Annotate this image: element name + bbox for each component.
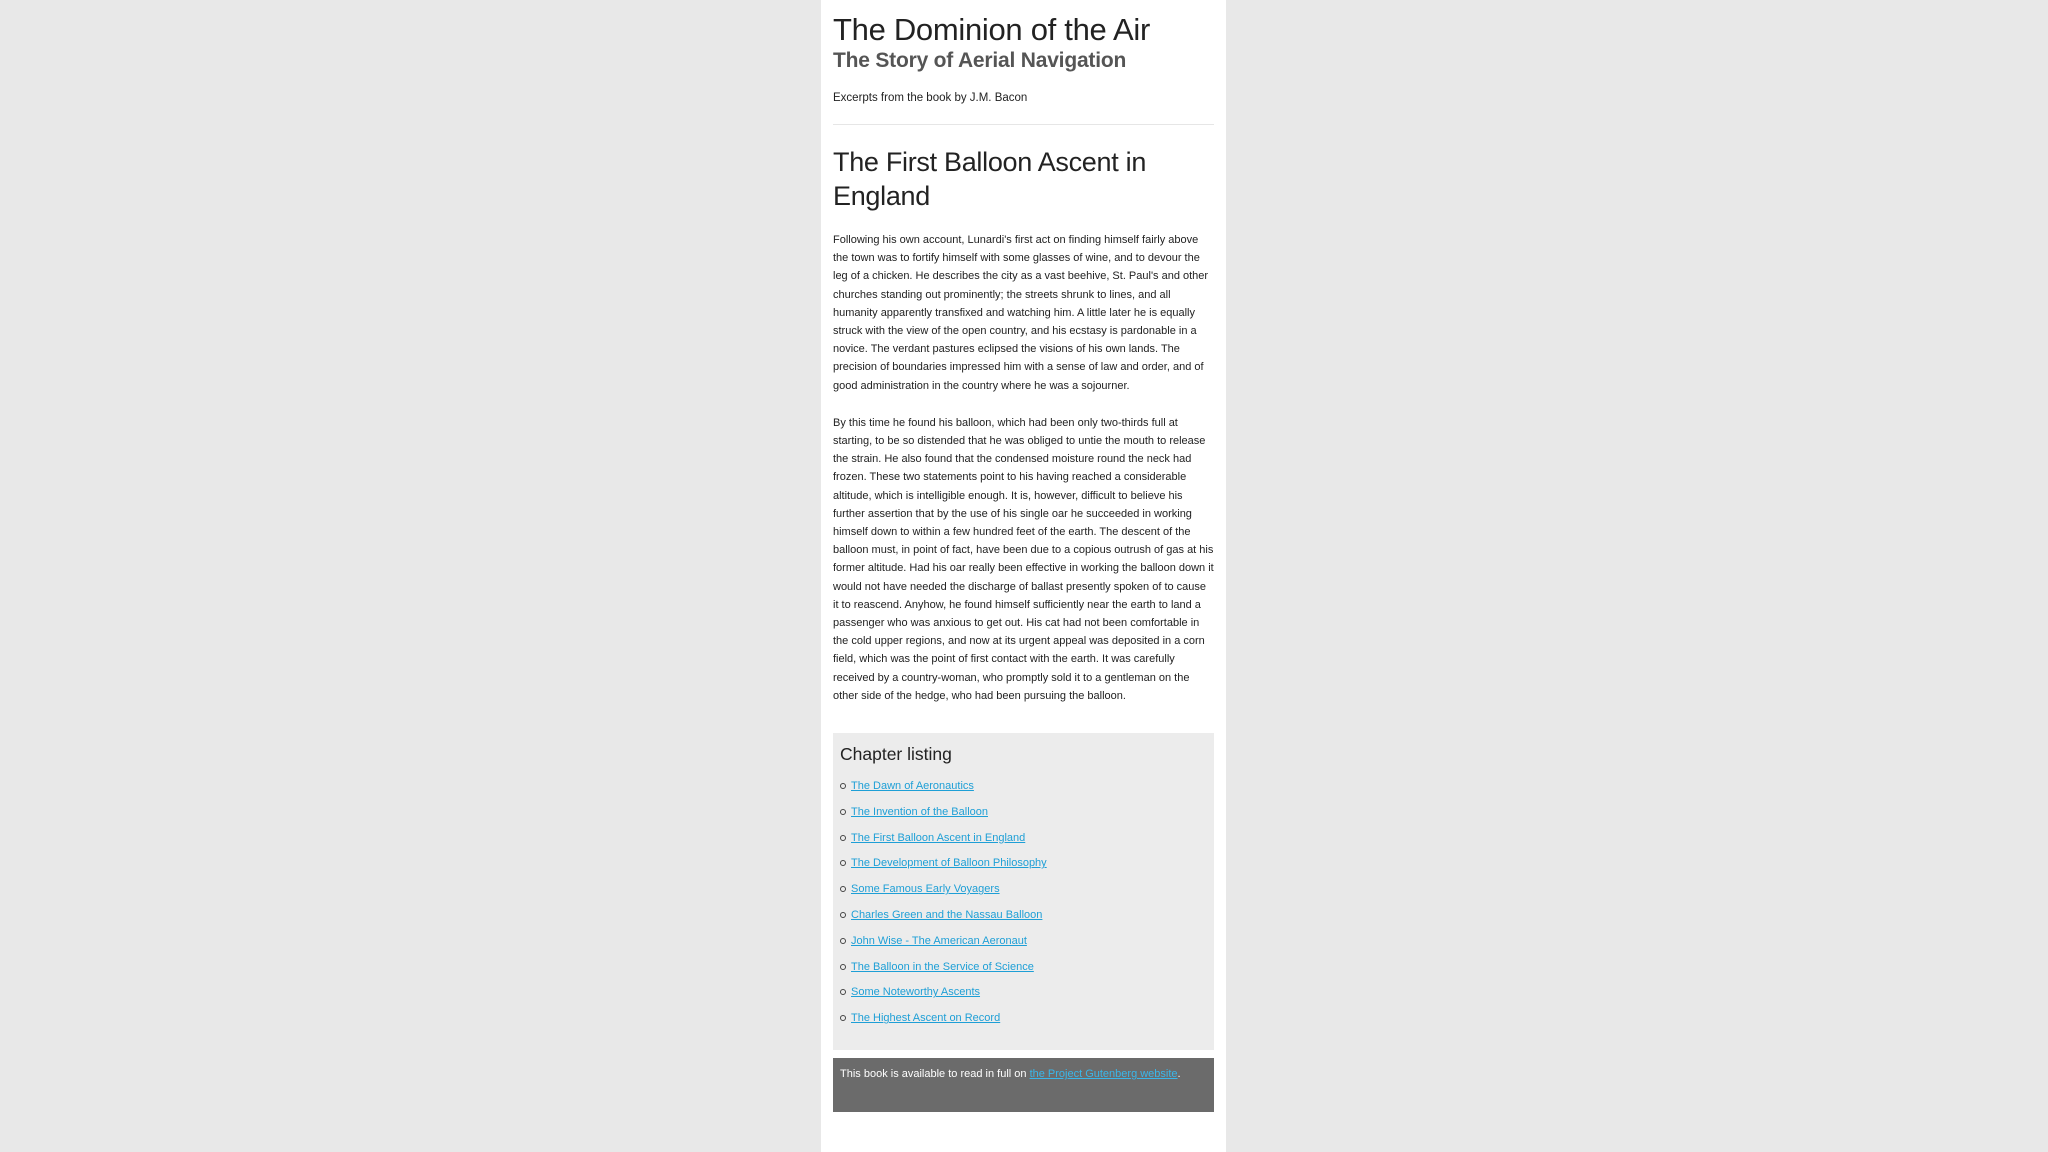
chapter-title: The First Balloon Ascent in England xyxy=(833,147,1147,211)
circle-bullet-icon xyxy=(840,912,846,918)
article-paragraph-1: Following his own account, Lunardi's first act on finding himself fairly above the town was to fortify himself with some glasses of wine, and to devour the leg of a chicken. He describes the city as a vast beehive, St. Paul's and other churches standing out prominently; the streets shrunk to lines, and all humanity apparently transfixed and watching him. A little later he is equally struck with the view of the open country, and his ecstasy is pardonable in a novice. The verdant pastures eclipsed the visions of his own lands. The precision of boundaries impressed him with a sense of law and order, and of good administration in the country where he was a sojourner. xyxy=(833,234,1209,392)
book-subtitle: The Story of Aerial Navigation xyxy=(833,49,1127,72)
footer-note xyxy=(833,1058,1214,1112)
chapter-link-charles-green[interactable]: Charles Green and the Nassau Balloon xyxy=(851,909,1043,922)
chapter-link-john-wise[interactable]: John Wise - The American Aeronaut xyxy=(851,934,1027,947)
circle-bullet-icon xyxy=(840,938,846,944)
article-paragraph-2: By this time he found his balloon, which had been only two-thirds full at starting, to be so distended that he was obliged to untie the mouth to release the strain. He also found that the condensed moisture round the neck had frozen. These two statements point to his having reached a considerable altitude, which is intelligible enough. It is, however, difficult to believe his further assertion that by the use of his single oar he succeeded in working himself down to within a few hundred feet of the earth. The descent of the balloon must, in point of fact, have been due to a copious outrush of gas at his former altitude. Had his oar really been effective in working the balloon down it would not have needed the discharge of ballast presently spoken of to cause it to reascend. Anyhow, he found himself sufficiently near the earth to land a passenger who was anxious to get out. His cat had not been comfortable in the cold upper regions, and now at its urgent appeal was deposited in a corn field, which was the point of first contact with the earth. It was carefully received by a country-woman, who promptly sold it to a gentleman on the other side of the hedge, who had been pursuing the balloon. xyxy=(833,416,1214,702)
circle-bullet-icon xyxy=(840,1015,846,1021)
book-title: The Dominion of the Air xyxy=(833,12,1151,47)
chapter-list-item xyxy=(840,933,1207,959)
chapter-list-item xyxy=(840,804,1207,830)
chapter-link-service-of-science[interactable]: The Balloon in the Service of Science xyxy=(851,960,1034,973)
chapter-link-dawn-of-aeronautics[interactable]: The Dawn of Aeronautics xyxy=(851,780,974,793)
chapter-link-invention-of-the-balloon[interactable]: The Invention of the Balloon xyxy=(851,805,988,818)
chapter-listing-title: Chapter listing xyxy=(840,744,952,765)
chapter-list-item xyxy=(840,959,1207,985)
page-content xyxy=(821,0,1226,1112)
circle-bullet-icon xyxy=(840,860,846,866)
footer-text-end: . xyxy=(1177,1068,1181,1081)
chapter-link-highest-ascent[interactable]: The Highest Ascent on Record xyxy=(851,1012,1001,1025)
circle-bullet-icon xyxy=(840,964,846,970)
chapter-list-item xyxy=(840,778,1207,804)
chapter-listing xyxy=(833,733,1214,1050)
chapter-link-balloon-philosophy[interactable]: The Development of Balloon Philosophy xyxy=(851,857,1047,870)
chapter-link-noteworthy-ascents[interactable]: Some Noteworthy Ascents xyxy=(851,986,981,999)
chapter-list-item xyxy=(840,1010,1207,1036)
chapter-list xyxy=(840,778,1207,1036)
footer-text: This book is available to read in full on xyxy=(840,1068,1030,1081)
byline: Excerpts from the book by J.M. Bacon xyxy=(833,92,1028,104)
circle-bullet-icon xyxy=(840,886,846,892)
circle-bullet-icon xyxy=(840,989,846,995)
chapter-list-item xyxy=(840,855,1207,881)
chapter-list-item xyxy=(840,881,1207,907)
circle-bullet-icon xyxy=(840,809,846,815)
circle-bullet-icon xyxy=(840,783,846,789)
chapter-list-item xyxy=(840,830,1207,856)
header-divider xyxy=(833,124,1214,125)
page-column xyxy=(821,0,1226,1152)
circle-bullet-icon xyxy=(840,835,846,841)
chapter-link-early-voyagers[interactable]: Some Famous Early Voyagers xyxy=(851,883,1000,896)
chapter-list-item xyxy=(840,984,1207,1010)
chapter-link-first-balloon-ascent[interactable]: The First Balloon Ascent in England xyxy=(851,831,1026,844)
project-gutenberg-link[interactable]: the Project Gutenberg website xyxy=(1029,1068,1178,1081)
chapter-list-item xyxy=(840,907,1207,933)
